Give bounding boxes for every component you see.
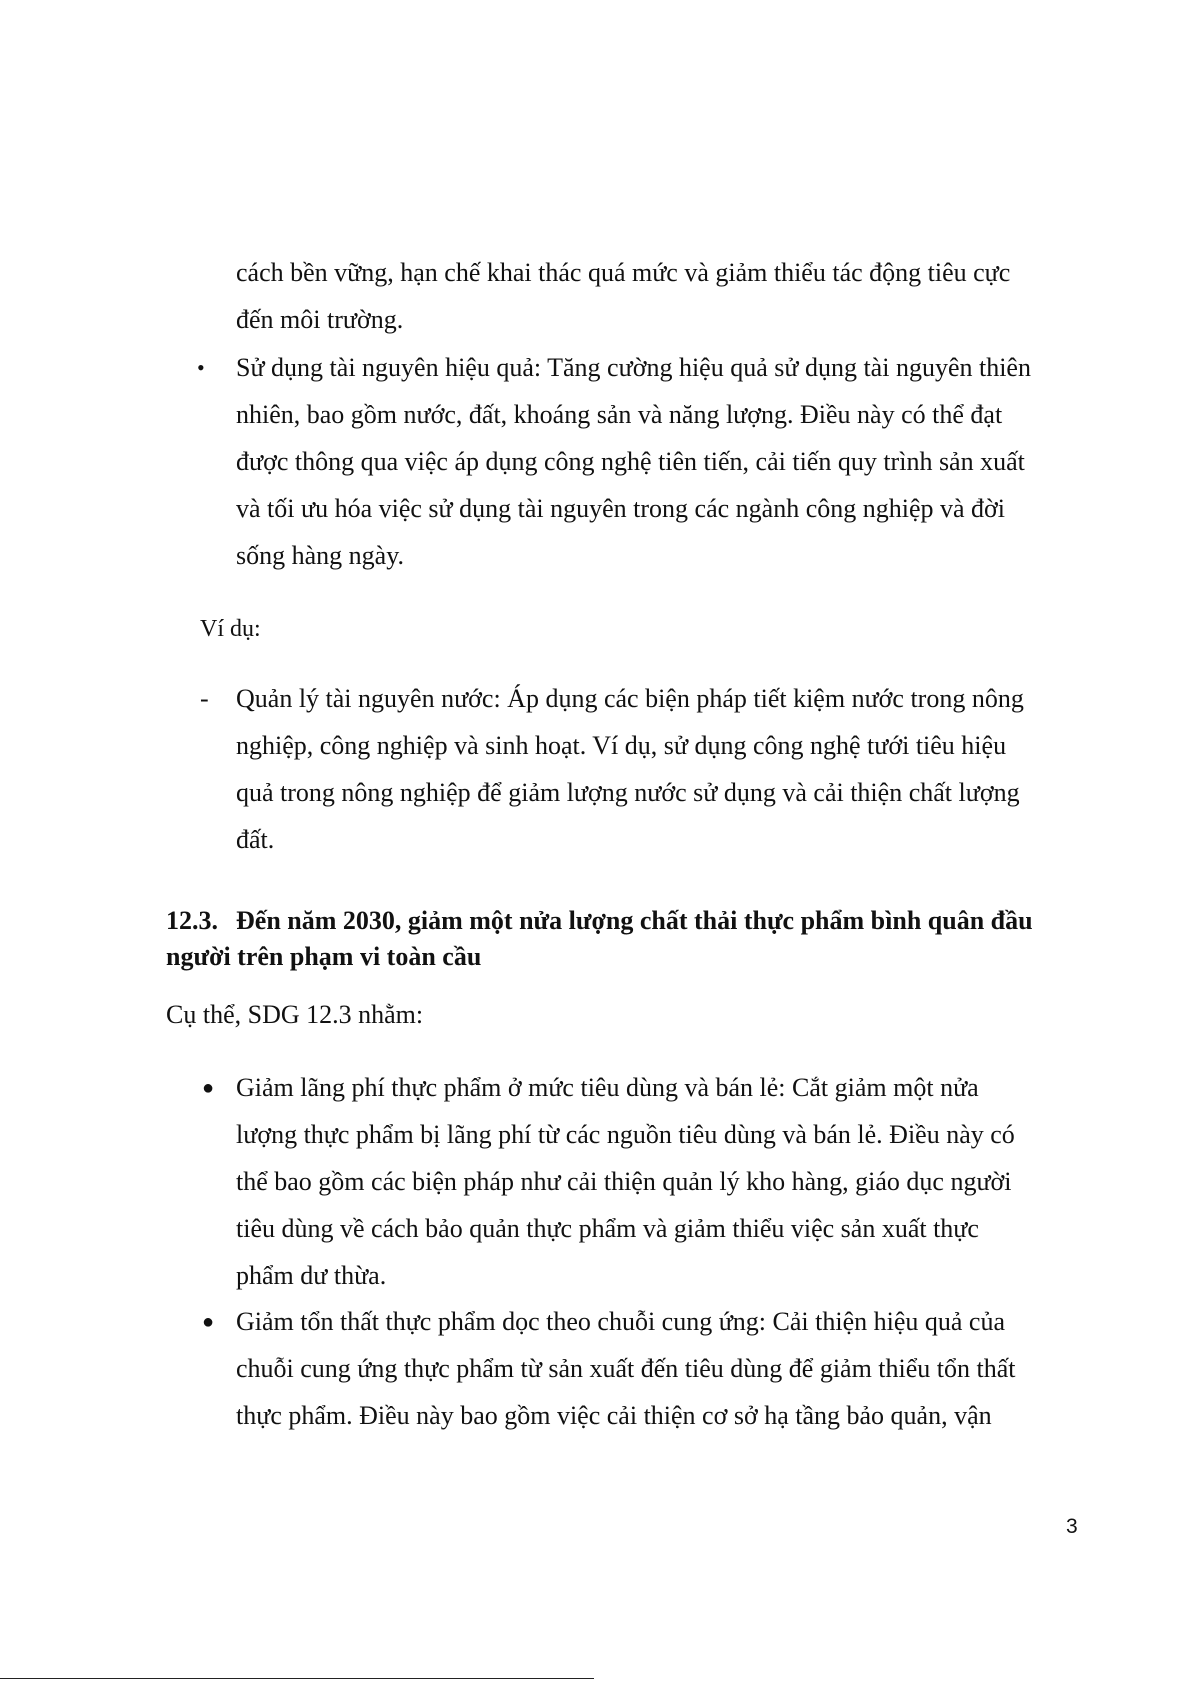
paragraph-line: cách bền vững, hạn chế khai thác quá mức và giảm thiểu tác động tiêu cực [236, 258, 1011, 287]
dash-line: nghiệp, công nghiệp và sinh hoạt. Ví dụ, sử dụng công nghệ tưới tiêu hiệu [236, 731, 1007, 760]
section-heading-line: người trên phạm vi toàn cầu [166, 942, 482, 971]
bullet-line: Giảm tổn thất thực phẩm dọc theo chuỗi cung ứng: Cải thiện hiệu quả của [236, 1307, 1005, 1336]
section-number: 12.3. [166, 906, 218, 935]
example-label: Ví dụ: [200, 616, 261, 642]
bullet-line: phẩm dư thừa. [236, 1261, 387, 1290]
dash-line: đất. [236, 825, 275, 854]
page-number: 3 [1066, 1515, 1078, 1538]
bullet-line: chuỗi cung ứng thực phẩm từ sản xuất đến tiêu dùng để giảm thiểu tổn thất [236, 1354, 1016, 1383]
bullet-line: tiêu dùng về cách bảo quản thực phẩm và giảm thiểu việc sản xuất thực [236, 1214, 979, 1243]
dash-line: Quản lý tài nguyên nước: Áp dụng các biện pháp tiết kiệm nước trong nông [236, 684, 1024, 713]
bullet-line: Giảm lãng phí thực phẩm ở mức tiêu dùng và bán lẻ: Cắt giảm một nửa [236, 1073, 979, 1102]
dash-marker: - [200, 684, 209, 713]
intro-text: Cụ thể, SDG 12.3 nhằm: [166, 1000, 424, 1029]
bullet-line: lượng thực phẩm bị lãng phí từ các nguồn tiêu dùng và bán lẻ. Điều này có [236, 1120, 1015, 1149]
bullet-line: thể bao gồm các biện pháp như cải thiện quản lý kho hàng, giáo dục người [236, 1167, 1012, 1196]
bullet-line: thực phẩm. Điều này bao gồm việc cải thiện cơ sở hạ tầng bảo quản, vận [236, 1401, 992, 1430]
bullet-line: Sử dụng tài nguyên hiệu quả: Tăng cường hiệu quả sử dụng tài nguyên thiên [236, 353, 1031, 382]
bullet-line: và tối ưu hóa việc sử dụng tài nguyên trong các ngành công nghiệp và đời [236, 494, 1006, 523]
bullet-line: được thông qua việc áp dụng công nghệ tiên tiến, cải tiến quy trình sản xuất [236, 447, 1025, 476]
dash-line: quả trong nông nghiệp để giảm lượng nước sử dụng và cải thiện chất lượng [236, 778, 1020, 807]
paragraph-line: đến môi trường. [236, 305, 404, 334]
bullet-line: sống hàng ngày. [236, 541, 405, 570]
section-heading-line: Đến năm 2030, giảm một nửa lượng chất thải thực phẩm bình quân đầu [236, 906, 1033, 935]
bullet-marker: ● [202, 1077, 215, 1099]
bullet-marker: ● [202, 1311, 215, 1333]
footer-divider [0, 1678, 594, 1679]
bullet-line: nhiên, bao gồm nước, đất, khoáng sản và năng lượng. Điều này có thể đạt [236, 400, 1003, 429]
bullet-marker: • [197, 355, 205, 380]
